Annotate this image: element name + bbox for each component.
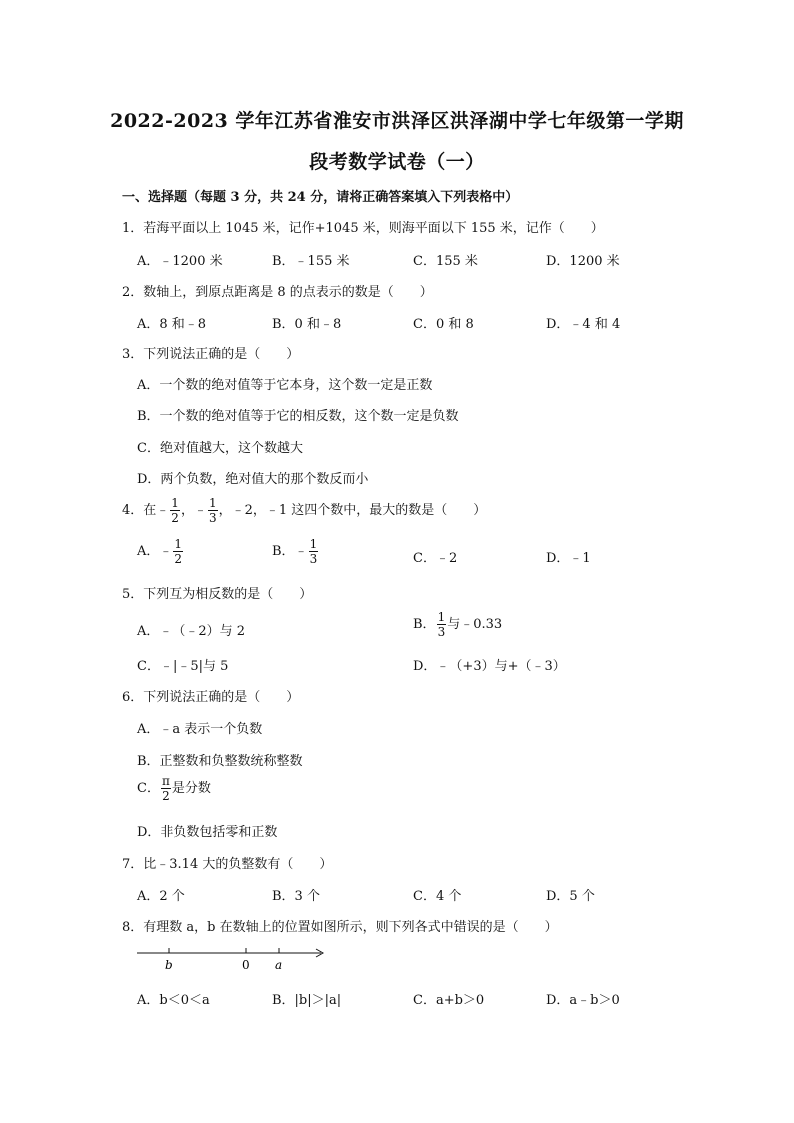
q2-option-b: B．0 和﹣8 [272,317,342,332]
frac-denominator: 3 [208,511,217,525]
frac-denominator: 2 [174,552,183,566]
q4-option-b [272,538,319,565]
label-0: 0 [242,958,250,972]
q7-option-b: B．3 个 [272,889,320,904]
q4-neg-sign: ﹣ [193,503,207,518]
q4-comma: ， [180,503,194,518]
exam-title-line2: 段考数学试卷（一） [309,151,485,173]
q5-option-c: C．﹣|﹣5|与 5 [137,659,229,674]
q6-option-c [137,775,211,802]
q5-option-d: D．﹣（+3）与+（﹣3） [413,659,566,674]
neg-sign: ﹣ [294,544,308,559]
q4-option-c: C．﹣2 [413,551,458,566]
q2-option-d: D．﹣4 和 4 [546,317,621,332]
fraction-pi-half [161,775,171,802]
option-letter: B． [413,617,436,632]
q3-option-a: A．一个数的绝对值等于它本身，这个数一定是正数 [137,378,433,393]
option-text: 是分数 [171,781,211,796]
question-8: 8．有理数 a，b 在数轴上的位置如图所示，则下列各式中错误的是（ ） [122,920,558,935]
label-b: b [165,958,173,972]
q7-option-a: A．2 个 [137,889,185,904]
frac-denominator: 2 [171,511,179,525]
q1-option-b: B．﹣155 米 [272,254,350,269]
q1-option-a: A．﹣1200 米 [137,254,223,269]
q3-option-c: C．绝对值越大，这个数越大 [137,441,303,456]
frac-denominator: 3 [309,552,318,566]
frac-numerator: 1 [437,610,446,624]
option-letter: C． [137,781,160,796]
frac-numerator: 1 [309,537,318,551]
option-text: 与﹣0.33 [447,617,503,632]
frac-numerator: π [161,774,170,788]
q4-fraction-third [208,497,218,524]
q2-option-a: A．8 和﹣8 [137,317,207,332]
neg-sign: ﹣ [159,544,173,559]
q1-option-d: D．1200 米 [546,254,620,269]
q7-option-c: C．4 个 [413,889,462,904]
question-7: 7．比﹣3.14 大的负整数有（ ） [122,857,333,872]
q8-option-c: C．a+b＞0 [413,993,485,1008]
frac-numerator: 1 [171,496,179,510]
frac-numerator: 1 [174,537,183,551]
q6-option-a: A．﹣a 表示一个负数 [137,722,263,737]
question-4 [122,497,486,524]
question-5: 5．下列互为相反数的是（ ） [122,587,313,602]
frac-numerator: 1 [208,496,217,510]
q5-option-a: A．﹣（﹣2）与 2 [137,624,246,639]
q6-option-d: D．非负数包括零和正数 [137,825,278,840]
fraction-third [309,538,319,565]
option-letter: A． [137,544,160,559]
question-1: 1．若海平面以上 1045 米，记作+1045 米，则海平面以下 155 米，记作（ ） [122,221,604,236]
q4-suffix: ，﹣2，﹣1 这四个数中，最大的数是（ ） [218,503,487,518]
q2-option-c: C．0 和 8 [413,317,474,332]
exam-title-line1: 2022-2023 学年江苏省淮安市洪泽区洪泽湖中学七年级第一学期 [110,110,684,132]
fraction-third [437,611,447,638]
q3-option-d: D．两个负数，绝对值大的那个数反而小 [137,472,369,487]
q1-option-c: C．155 米 [413,254,478,269]
section-heading: 一、选择题（每题 3 分，共 24 分，请将正确答案填入下列表格中） [122,190,519,205]
q4-fraction-half [170,497,180,524]
q8-option-a: A．b＜0＜a [137,993,210,1008]
option-letter: B． [272,544,295,559]
number-line-figure [135,942,335,974]
q7-option-d: D．5 个 [546,889,595,904]
q4-option-a [137,538,184,565]
q3-option-b: B．一个数的绝对值等于它的相反数，这个数一定是负数 [137,409,459,424]
q4-option-d: D．﹣1 [546,551,591,566]
frac-denominator: 3 [437,625,446,639]
frac-denominator: 2 [162,789,170,803]
q5-option-b [413,611,502,638]
label-a: a [275,958,283,972]
q4-prefix: 4．在 [122,503,157,518]
question-2: 2．数轴上，到原点距离是 8 的点表示的数是（ ） [122,285,433,300]
fraction-half [173,538,183,565]
q8-option-b: B．|b|＞|a| [272,993,342,1008]
q6-option-b: B．正整数和负整数统称整数 [137,754,303,769]
q8-option-d: D．a﹣b＞0 [546,993,620,1008]
q4-neg-sign: ﹣ [156,503,170,518]
question-6: 6．下列说法正确的是（ ） [122,690,300,705]
question-3: 3．下列说法正确的是（ ） [122,347,300,362]
